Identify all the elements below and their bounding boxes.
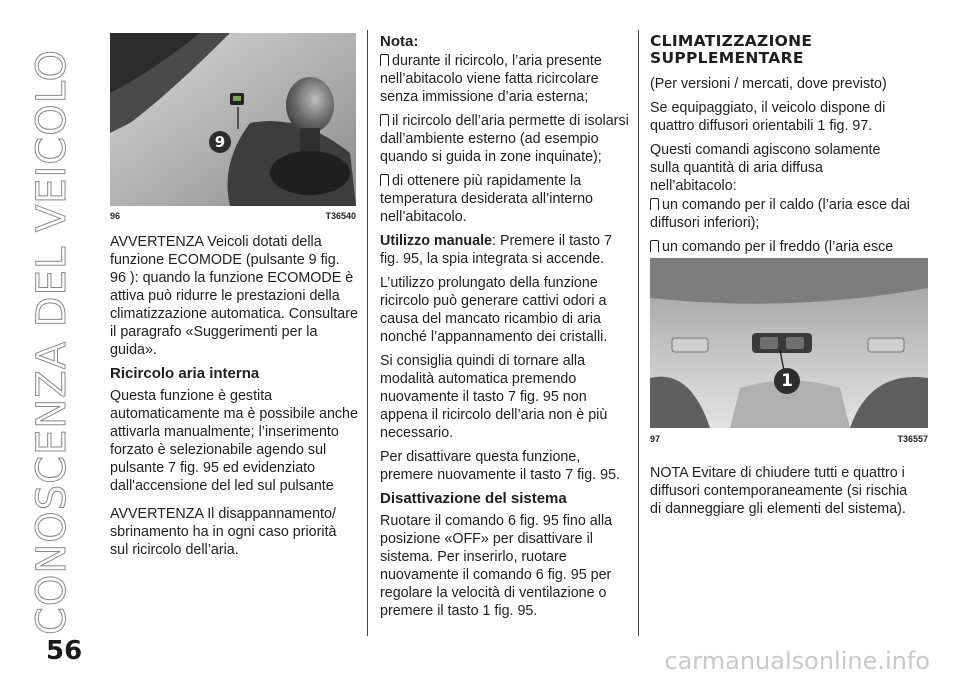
callout-9: 9 [209, 131, 231, 153]
warning-ecomode: AVVERTENZA Veicoli dotati della funzione ECOMODE (pulsante 9 fig. 96 ): quando la funzione ECOMODE è attiva può ridurre le prestazioni della climatizzazione automatica. Consultare il paragrafo «Suggerimenti per la guida». [110, 234, 358, 358]
bullet-icon [650, 240, 659, 252]
callout-1: 1 [774, 368, 800, 394]
figure-97-number: 97 [650, 434, 661, 444]
manual-use-paragraph: Utilizzo manuale: Premere il tasto 7 fig. 95, la spia integrata si accende. [380, 233, 612, 267]
paragraph-disattivazione: Ruotare il comando 6 fig. 95 fino alla posizione «OFF» per disattivare il sistema. Per inserirlo, ruotare nuovamente il comando 6 fig. 95 per regolare la velocità di ventilazione o premere il tasto 1 fig. 95. [380, 513, 613, 619]
paragraph-advice: Si consiglia quindi di tornare alla modalità automatica premendo nuovamente il tasto 7 fig. 95 non appena il ricircolo dell’aria non è più necessario. [380, 353, 608, 441]
column-3 [650, 33, 910, 280]
figure-97-caption [650, 434, 928, 444]
nota-bullet-2: il ricircolo dell’aria permette di isolarsi dall’ambiente esterno (ad esempio quando si guida in zone inquinate); [380, 113, 629, 165]
nota-heading: Nota: [380, 33, 419, 50]
figure-96-photo [110, 33, 356, 206]
heading-ricircolo: Ricircolo aria interna [110, 365, 260, 382]
heading-disattivazione: Disattivazione del sistema [380, 490, 567, 507]
gear-lever-photo [110, 33, 356, 206]
bullet-icon [380, 114, 389, 126]
nota-diffusori [650, 464, 910, 524]
paragraph-ricircolo: Questa funzione è gestita automaticamente ma è possibile anche attivarla manualmente; l’inserimento forzato è selezionabile agendo sul pulsante 7 fig. 95 ed evidenziato dall'accensione del led sul pulsante [110, 388, 358, 494]
figure-96-number: 96 [110, 211, 121, 221]
bullet-icon [380, 54, 389, 66]
bullet-heat: un comando per il caldo (l’aria esce dai diffusori inferiori); [650, 197, 910, 231]
watermark: carmanualsonline.info [664, 647, 930, 675]
column-2 [380, 33, 630, 626]
paragraph-deactivate: Per disattivare questa funzione, premere nuovamente il tasto 7 fig. 95. [380, 449, 621, 483]
nota-bullet-1: durante il ricircolo, l’aria presente nell’abitacolo viene fatta ricircolare senza immissione d’aria esterna; [380, 53, 602, 105]
bullet-icon [380, 174, 389, 186]
paragraph-versions: (Per versioni / mercati, dove previsto) [650, 76, 887, 92]
column-divider-left [367, 30, 368, 636]
figure-96-caption [110, 211, 356, 221]
bullet-icon [650, 198, 659, 210]
manual-use-label: Utilizzo manuale [380, 233, 493, 249]
figure-97-photo [650, 258, 928, 428]
column-1 [110, 233, 358, 565]
figure-96-code: T36540 [325, 211, 356, 221]
warning-disappannamento: AVVERTENZA Il disappannamento/ sbrinamento ha in ogni caso priorità sul ricircolo dell’aria. [110, 506, 337, 558]
bullet-cold: un comando per il freddo (l’aria esce [650, 238, 910, 274]
side-section-title: CONOSCENZA DEL VEICOLO [29, 48, 75, 636]
paragraph-prolonged-use: L’utilizzo prolungato della funzione ricircolo può generare cattivi odori a causa del mancato ricambio di aria nonché l’appannamento dei cristalli. [380, 275, 608, 345]
paragraph-nota: NOTA Evitare di chiudere tutti e quattro i diffusori contemporaneamente (si rischia di danneggiare gli elementi del sistema). [650, 465, 908, 517]
section-title: CLIMATIZZAZIONE SUPPLEMENTARE [650, 32, 813, 67]
column-divider-right [638, 30, 639, 636]
figure-97-code: T36557 [897, 434, 928, 444]
ceiling-vents-photo [650, 258, 928, 428]
paragraph-commands: Questi comandi agiscono solamente sulla quantità di aria diffusa nell’abitacolo: [650, 142, 881, 194]
paragraph-equipped: Se equipaggiato, il veicolo dispone di quattro diffusori orientabili 1 fig. 97. [650, 100, 886, 134]
page-number: 56 [46, 636, 83, 666]
nota-bullet-3: di ottenere più rapidamente la temperatura desiderata all’interno nell’abitacolo. [380, 173, 593, 225]
